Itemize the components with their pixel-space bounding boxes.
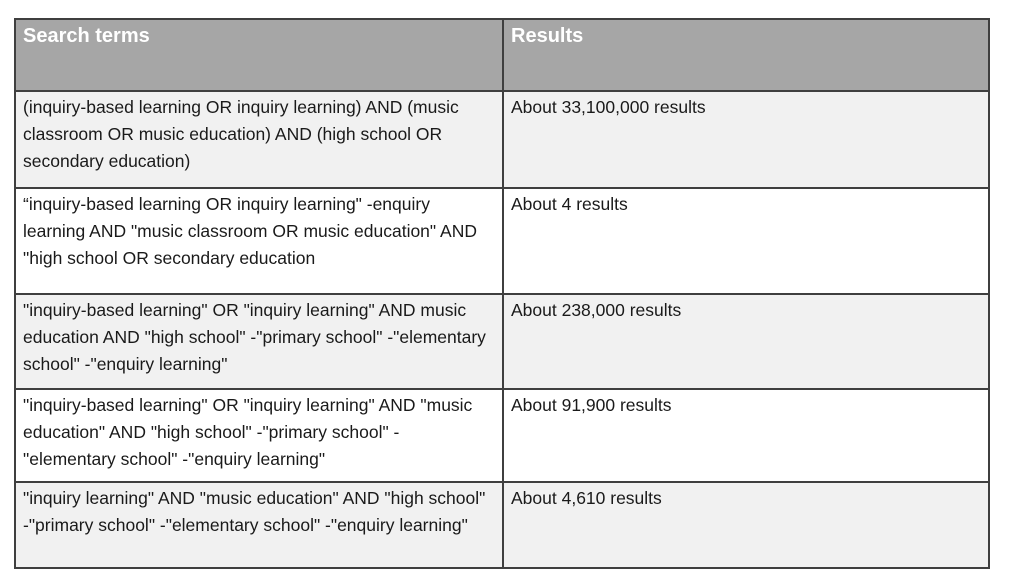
search-terms-cell: (inquiry-based learning OR inquiry learning) AND (music classroom OR music education) AND (high school OR secondary education)	[15, 91, 503, 188]
results-cell: About 4,610 results	[503, 482, 989, 568]
search-results-table	[14, 18, 990, 569]
results-cell: About 4 results	[503, 188, 989, 294]
table-row	[15, 482, 989, 568]
table-row	[15, 188, 989, 294]
results-cell: About 91,900 results	[503, 389, 989, 482]
results-cell: About 238,000 results	[503, 294, 989, 389]
table-row	[15, 91, 989, 188]
table-header-row	[15, 19, 989, 91]
table-row	[15, 294, 989, 389]
table-row	[15, 389, 989, 482]
search-terms-cell: "inquiry-based learning" OR "inquiry learning" AND "music education" AND "high school" -"primary school" -"elementary school" -"enquiry learning"	[15, 389, 503, 482]
column-header-search-terms: Search terms	[15, 19, 503, 91]
column-header-results: Results	[503, 19, 989, 91]
search-terms-cell: "inquiry-based learning" OR "inquiry learning" AND music education AND "high school" -"primary school" -"elementary school" -"enquiry learning"	[15, 294, 503, 389]
search-terms-cell: "inquiry learning" AND "music education" AND "high school" -"primary school" -"elementary school" -"enquiry learning"	[15, 482, 503, 568]
results-cell: About 33,100,000 results	[503, 91, 989, 188]
search-terms-cell: “inquiry-based learning OR inquiry learning" -enquiry learning AND "music classroom OR music education" AND "high school OR secondary education	[15, 188, 503, 294]
